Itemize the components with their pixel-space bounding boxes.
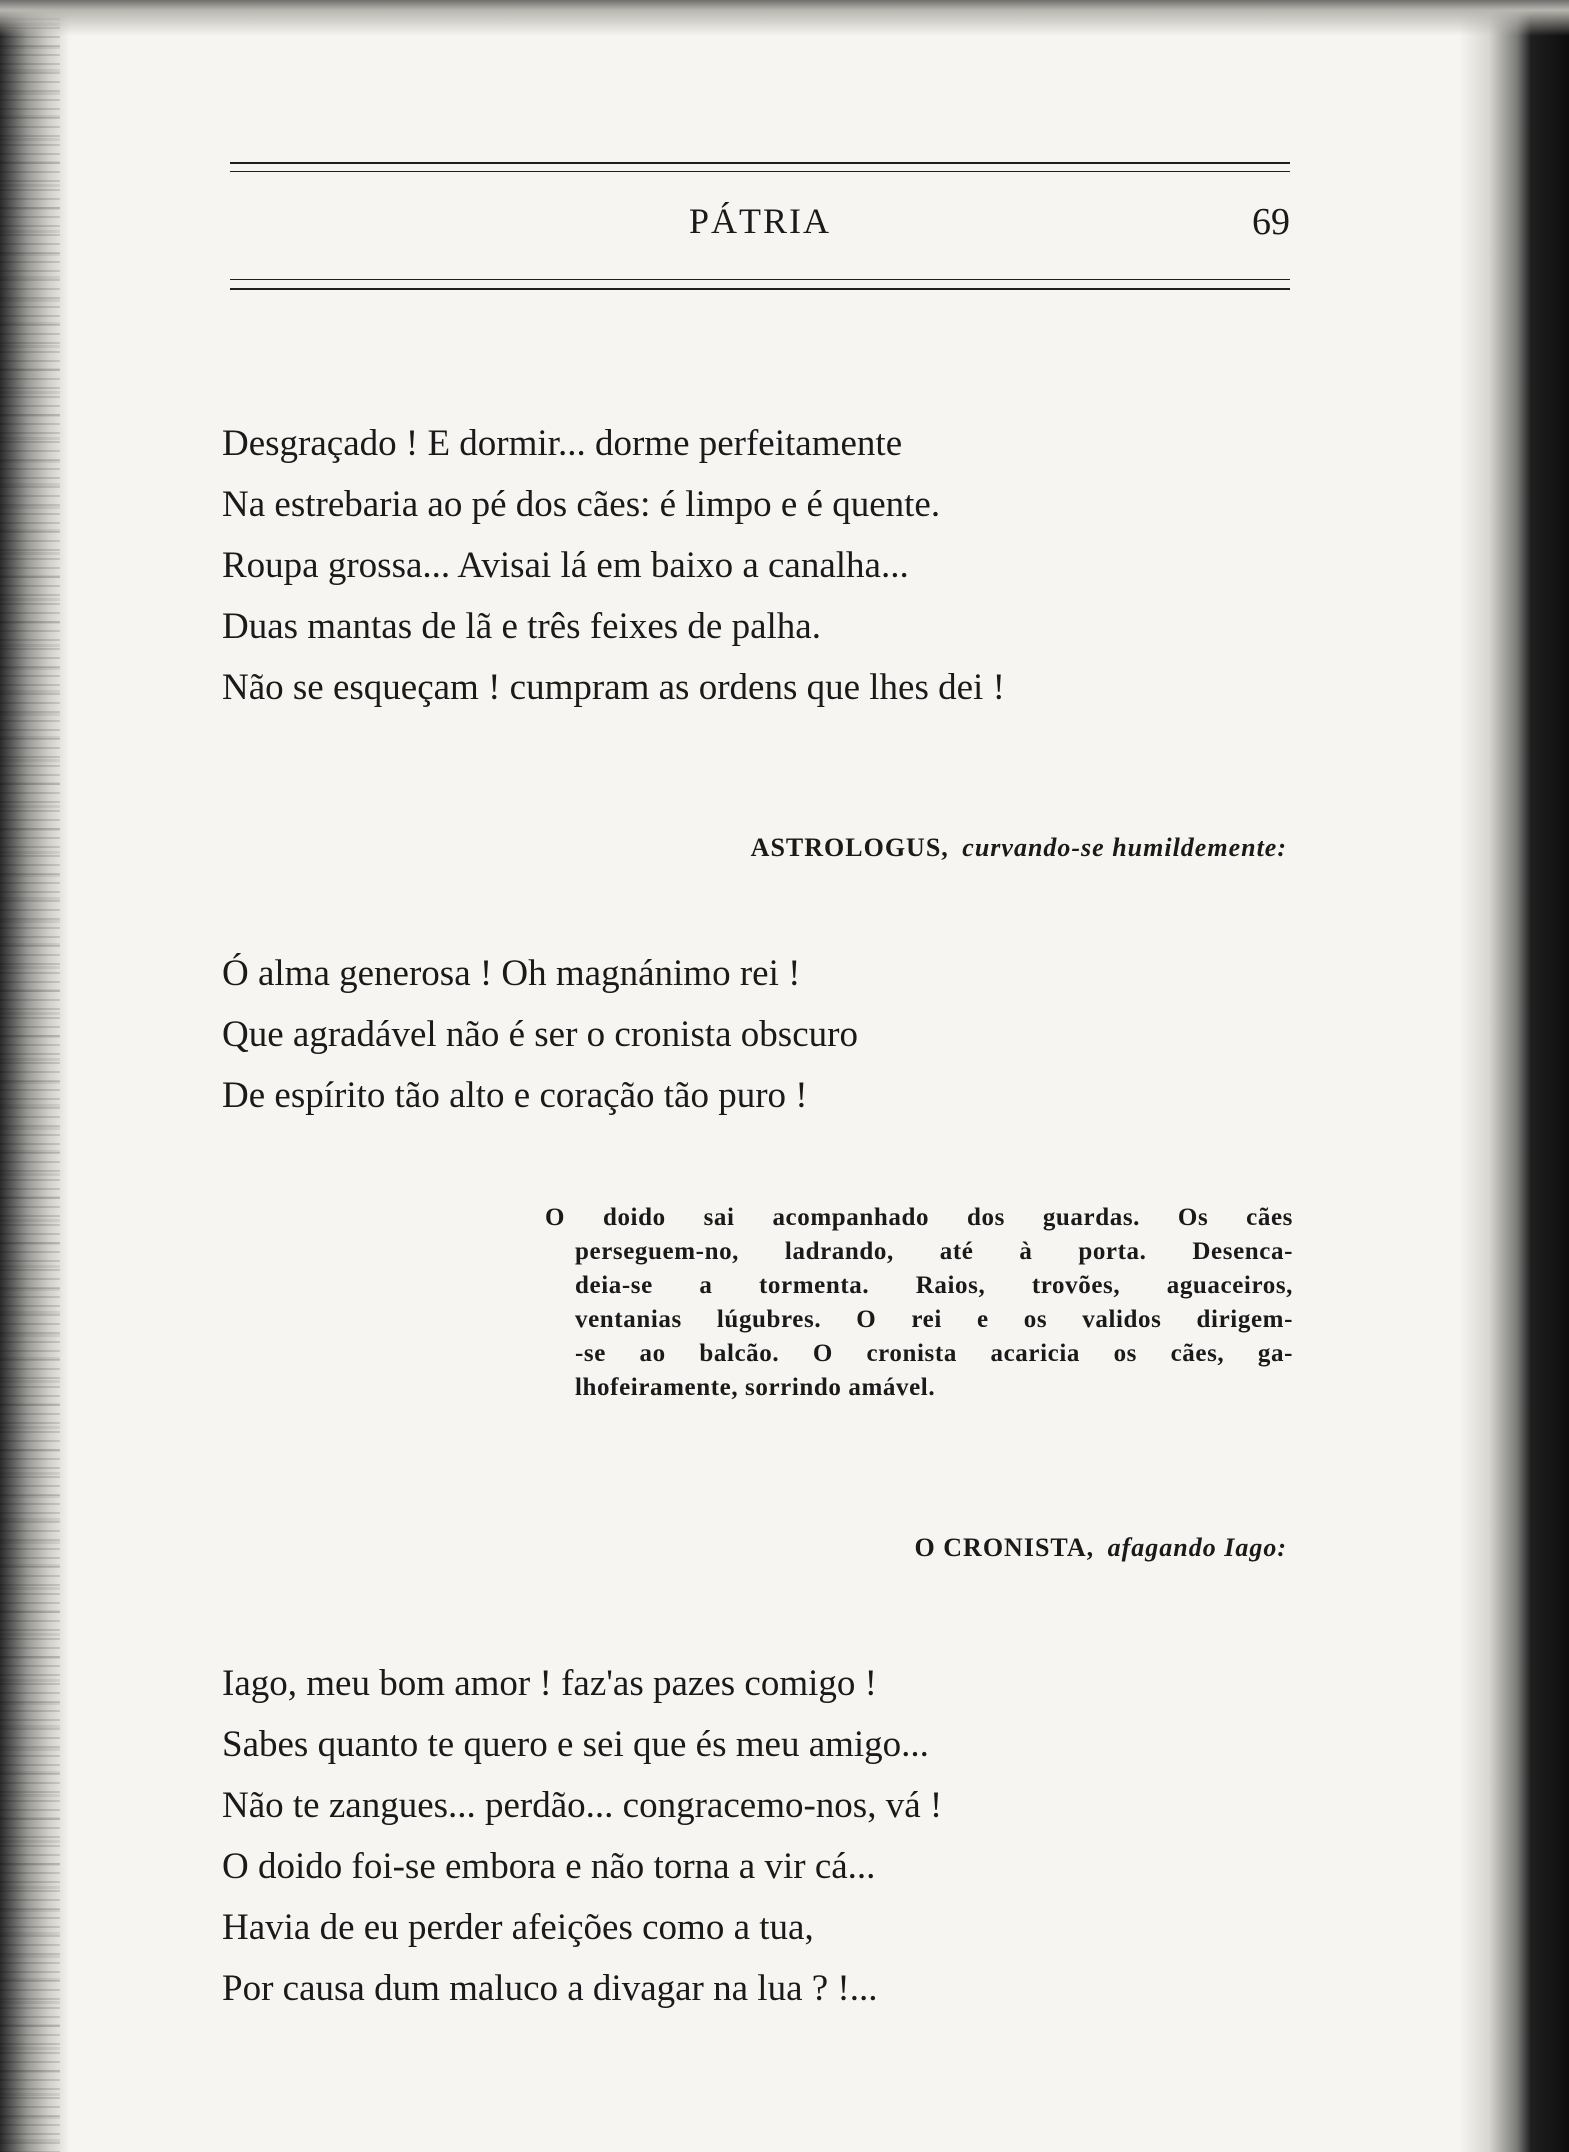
stage-direction-line: lhofeiramente, sorrindo amável. [575,1374,936,1401]
verse-line: Desgraçado ! E dormir... dorme perfeitamente [222,423,903,464]
verse-line: O doido foi-se embora e não torna a vir cá... [222,1846,876,1887]
speaker-heading-astrologus [751,833,1287,863]
stanza-1 [222,413,1005,718]
verse-line: De espírito tão alto e coração tão puro ! [222,1075,808,1116]
speaker-direction: afagando Iago: [1107,1533,1287,1562]
stage-direction [545,1201,1293,1405]
page-number: 69 [1252,201,1290,243]
header-rule-bottom-inner [230,279,1290,280]
verse-line: Por causa dum maluco a divagar na lua ? !... [222,1968,878,2009]
verse-line: Duas mantas de lã e três feixes de palha. [222,606,821,647]
verse-line: Não te zangues... perdão... congracemo-nos, vá ! [222,1785,943,1826]
verse-line: Havia de eu perder afeições como a tua, [222,1907,814,1948]
page-spine-texture [0,0,60,2152]
verse-line: Não se esqueçam ! cumpram as ordens que lhes dei ! [222,667,1005,708]
page-edge-shadow [1459,0,1569,2152]
stanza-3 [222,1653,942,2019]
stage-direction-line: deia-se a tormenta. Raios, trovões, aguaceiros, [575,1272,1293,1299]
stage-direction-line: O doido sai acompanhado dos guardas. Os cães [545,1204,1293,1231]
verse-line: Iago, meu bom amor ! faz'as pazes comigo ! [222,1663,877,1704]
header-rule-top [230,162,1290,164]
stage-direction-line: ventanias lúgubres. O rei e os validos dirigem- [575,1306,1293,1333]
header-rule-top-inner [230,171,1290,172]
verse-line: Que agradável não é ser o cronista obscuro [222,1014,858,1055]
verse-line: Na estrebaria ao pé dos cães: é limpo e é quente. [222,484,941,525]
speaker-direction: curvando-se humildemente: [962,833,1287,862]
header-rule-bottom [230,288,1290,290]
page-top-shadow [0,0,1569,36]
stage-direction-line: -se ao balcão. O cronista acaricia os cães, ga- [575,1340,1293,1367]
speaker-name: ASTROLOGUS, [750,833,949,862]
verse-line: Roupa grossa... Avisai lá em baixo a canalha... [222,545,909,586]
verse-line: Ó alma generosa ! Oh magnánimo rei ! [222,953,801,994]
stage-direction-line: perseguem-no, ladrando, até à porta. Desenca- [575,1238,1293,1265]
running-title: PÁTRIA [688,201,831,241]
speaker-name: O CRONISTA, [914,1533,1095,1562]
verse-line: Sabes quanto te quero e sei que és meu amigo... [222,1724,929,1765]
speaker-heading-cronista [915,1533,1287,1563]
stanza-2 [222,943,858,1126]
